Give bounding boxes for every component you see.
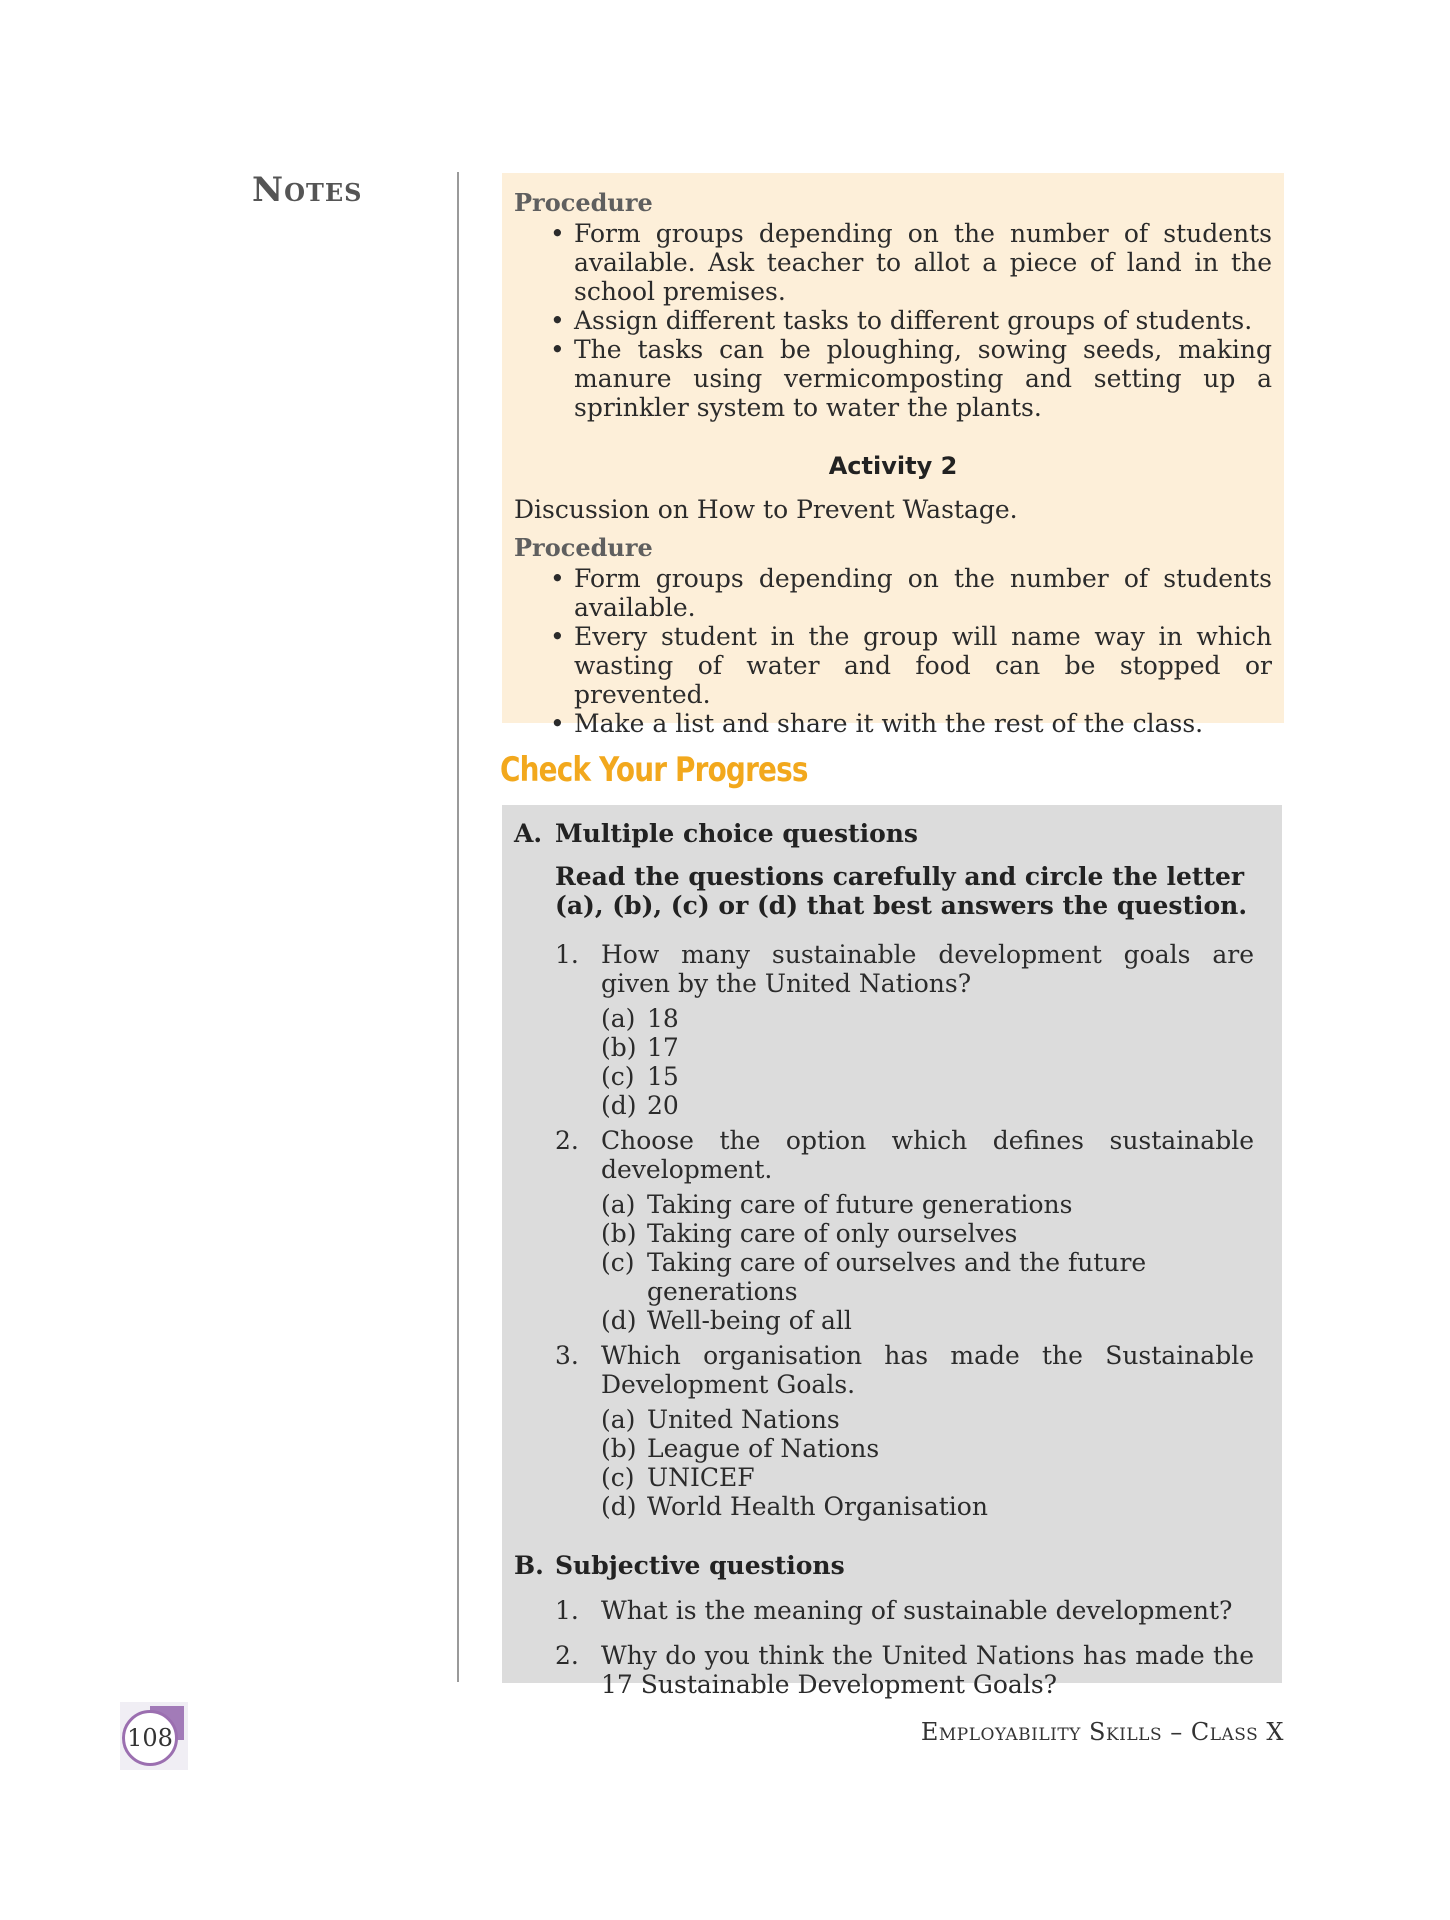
option [601, 1492, 1254, 1521]
option-label: (c) [601, 1463, 635, 1492]
question-box [502, 805, 1282, 1699]
list-item: • Every student in the group will name way in which wasting of water and food can be stopped or prevented. [574, 622, 1272, 709]
section-title: Multiple choice questions [555, 819, 918, 848]
option-text: Taking care of only ourselves [647, 1219, 1018, 1248]
option-text: United Nations [647, 1405, 840, 1434]
option [601, 1219, 1254, 1248]
section-letter: A. [514, 819, 543, 848]
option [601, 1190, 1254, 1219]
option-label: (d) [601, 1492, 637, 1521]
option-label: (a) [601, 1190, 636, 1219]
question-number: 3. [555, 1341, 579, 1370]
procedure-heading-2: Procedure [514, 533, 653, 562]
option [601, 1004, 1254, 1033]
instruction-text: Read the questions carefully and circle the letter (a), (b), (c) or (d) that best answers the question. [555, 862, 1248, 920]
list-item: • Form groups depending on the number of students available. [574, 564, 1272, 622]
option-label: (d) [601, 1306, 637, 1335]
list-item: • Form groups depending on the number of students available. Ask teacher to allot a piece of land in the school premises. [574, 219, 1272, 306]
option-text: 17 [647, 1033, 679, 1062]
list-item: • Assign different tasks to different groups of students. [574, 306, 1272, 335]
option-label: (a) [601, 1405, 636, 1434]
margin-divider [457, 172, 459, 1682]
option [601, 1463, 1254, 1492]
page-number-badge [120, 1702, 188, 1770]
option [601, 1434, 1254, 1463]
option-label: (a) [601, 1004, 636, 1033]
option-text: 15 [647, 1062, 679, 1091]
question-number: 2. [555, 1126, 579, 1155]
option [601, 1033, 1254, 1062]
activity-box [502, 173, 1284, 738]
option-text: Taking care of ourselves and the future generations [647, 1248, 1147, 1306]
options-list [601, 1405, 1254, 1521]
option-text: World Health Organisation [647, 1492, 988, 1521]
option-label: (b) [601, 1434, 637, 1463]
option-text: 20 [647, 1091, 679, 1120]
option-label: (c) [601, 1248, 635, 1277]
check-progress-title: Check Your Progress [500, 750, 808, 790]
section-title: Subjective questions [555, 1551, 845, 1580]
option [601, 1405, 1254, 1434]
option-label: (d) [601, 1091, 637, 1120]
page-number: 108 [122, 1710, 178, 1766]
question [514, 1596, 1254, 1625]
option-text: UNICEF [647, 1463, 755, 1492]
question [514, 1126, 1254, 1184]
question-text: How many sustainable development goals are given by the United Nations? [601, 940, 1254, 998]
question-text: Which organisation has made the Sustainable Development Goals. [601, 1341, 1254, 1399]
discussion-text: Discussion on How to Prevent Wastage. [514, 495, 1018, 524]
option [601, 1091, 1254, 1120]
options-list [601, 1190, 1254, 1335]
option-text: League of Nations [647, 1434, 880, 1463]
option [601, 1248, 1254, 1306]
list-item: • The tasks can be ploughing, sowing seeds, making manure using vermicomposting and setting up a sprinkler system to water the plants. [574, 335, 1272, 422]
procedure-heading-1: Procedure [514, 188, 653, 217]
section-b-heading [514, 1551, 1254, 1580]
question-text: Choose the option which defines sustainable development. [601, 1126, 1254, 1184]
running-footer: Employability Skills – Class X [920, 1718, 1284, 1746]
activity-title: Activity 2 [828, 452, 958, 480]
question [514, 940, 1254, 998]
question-number: 2. [555, 1641, 579, 1670]
option-label: (c) [601, 1062, 635, 1091]
options-list [601, 1004, 1254, 1120]
question [514, 1641, 1254, 1699]
question-text: What is the meaning of sustainable development? [601, 1596, 1233, 1625]
question-text: Why do you think the United Nations has made the 17 Sustainable Development Goals? [601, 1641, 1254, 1699]
option-label: (b) [601, 1033, 637, 1062]
option-text: Well-being of all [647, 1306, 852, 1335]
notes-label: Notes [252, 170, 363, 210]
option [601, 1062, 1254, 1091]
section-a-heading [514, 819, 1254, 848]
question [514, 1341, 1254, 1399]
option-text: 18 [647, 1004, 679, 1033]
option-label: (b) [601, 1219, 637, 1248]
procedure-list-2 [514, 564, 1272, 738]
procedure-list-1 [514, 219, 1272, 422]
section-letter: B. [514, 1551, 544, 1580]
question-number: 1. [555, 940, 579, 969]
list-item: • Make a list and share it with the rest of the class. [574, 709, 1272, 738]
option [601, 1306, 1254, 1335]
question-number: 1. [555, 1596, 579, 1625]
option-text: Taking care of future generations [647, 1190, 1073, 1219]
